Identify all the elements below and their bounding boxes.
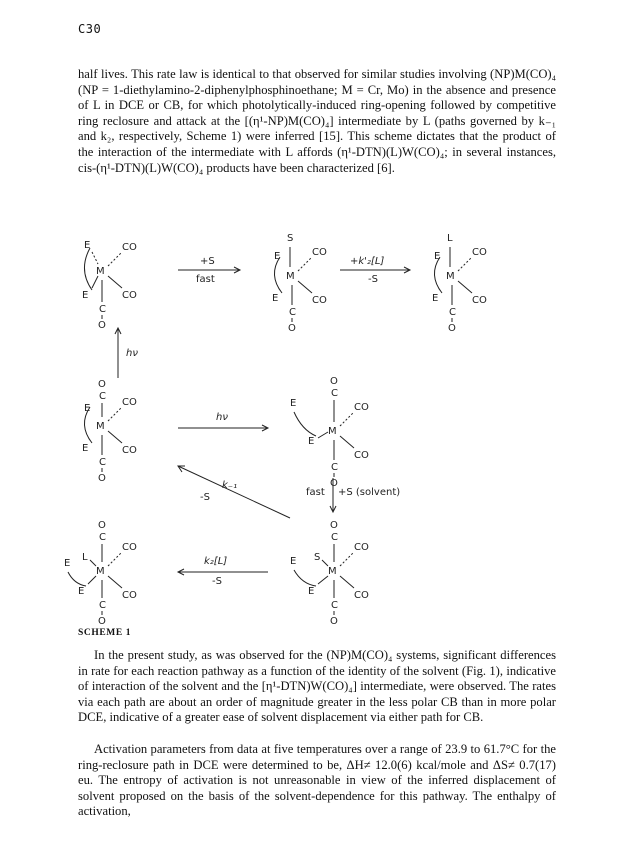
atom-e: E [290, 556, 297, 567]
ligand-co: CO [122, 542, 137, 553]
ligand-co: CO [472, 247, 487, 258]
atom-m: M [96, 266, 105, 277]
ligand-co: CO [122, 397, 137, 408]
atom-m: M [446, 271, 455, 282]
ligand-co: CO [122, 590, 137, 601]
scheme-caption: SCHEME 1 [78, 628, 132, 638]
atom-m: M [328, 426, 337, 437]
atom-c: C [99, 600, 106, 611]
arrow-label: -S [212, 576, 222, 587]
arrow-label: +S [200, 256, 215, 267]
page-number: C30 [78, 22, 102, 36]
arrow-fast-solvent [306, 478, 400, 512]
arrow-hv-mid [178, 412, 268, 431]
atom-o: O [330, 478, 338, 489]
paragraph-intro: half lives. This rate law is identical to that observed for similar studies involving (NP)M(CO)₄ (NP = 1-diethylamino-2-diphenylphosphinoethane; M = Cr, Mo) in the absence and presence of L in DCE or CB, for which photolytically-induced ring-opening followed by competitive ring reclosure and attack at the [(η¹-NP)M(CO)₄] intermediate by L (paths governed by k₋₁ and k₂, respectively, Scheme 1) were inferred [15]. This scheme dictates that the product of the interaction of the intermediate with L affords (η¹-DTN)(L)W(CO)₄; in several instances, cis-(η¹-DTN)(L)W(CO)₄ products have been characterized [6]. [78, 67, 556, 175]
atom-o: O [330, 520, 338, 531]
arrow-label: +k'₂[L] [350, 256, 385, 267]
complex-ligand-bottom-left [64, 520, 137, 627]
atom-c: C [99, 391, 106, 402]
atom-e: E [78, 586, 85, 597]
arrow-hv-up [115, 328, 138, 378]
atom-s: S [314, 552, 321, 563]
ligand-co: CO [312, 295, 327, 306]
ligand-co: CO [354, 542, 369, 553]
ligand-co: CO [312, 247, 327, 258]
atom-c: C [331, 388, 338, 399]
atom-c: C [331, 532, 338, 543]
arrow-k2-ligand [178, 556, 268, 587]
atom-m: M [286, 271, 295, 282]
atom-o: O [288, 323, 296, 334]
ligand-co: CO [122, 290, 137, 301]
ligand-co: CO [354, 402, 369, 413]
atom-c: C [99, 304, 106, 315]
paragraph-results: In the present study, as was observed for the (NP)M(CO)₄ systems, significant differences in rate for each reaction pathway as a function of the identity of the solvent (Fig. 1), indicative of interaction of the solvent and the [η¹-DTN)W(CO)₄] intermediate, were observed. The rates via each path are about an order of magnitude greater in the less polar CB than in more polar DCE, indicative of a greater ease of solvent displacement via either path for CB. [78, 648, 556, 725]
arrow-label: -S [368, 274, 378, 285]
complex-chelate-top-left [82, 240, 137, 331]
complex-ring-opened-middle-right [290, 376, 369, 489]
atom-m: M [328, 566, 337, 577]
arrow-label: k₂[L] [204, 556, 228, 567]
atom-e: E [82, 290, 89, 301]
arrow-label: -S [200, 492, 210, 503]
atom-l: L [447, 233, 453, 244]
atom-c: C [331, 462, 338, 473]
atom-c: C [289, 307, 296, 318]
arrow-label: hν [126, 348, 138, 359]
atom-o: O [98, 379, 106, 390]
atom-e: E [274, 251, 281, 262]
complex-solvent-top-middle [272, 233, 327, 334]
atom-o: O [330, 616, 338, 627]
atom-o: O [330, 376, 338, 387]
atom-m: M [96, 566, 105, 577]
atom-l: L [82, 552, 88, 563]
atom-e: E [290, 398, 297, 409]
atom-o: O [98, 473, 106, 484]
atom-e: E [272, 293, 279, 304]
atom-e: E [82, 443, 89, 454]
ligand-co: CO [122, 445, 137, 456]
atom-c: C [449, 307, 456, 318]
atom-m: M [96, 421, 105, 432]
atom-e: E [308, 436, 315, 447]
arrow-label: fast [306, 487, 325, 498]
arrow-fast-s [178, 256, 240, 285]
ligand-co: CO [122, 242, 137, 253]
atom-e: E [432, 293, 439, 304]
atom-c: C [99, 532, 106, 543]
complex-solvent-bottom-right [290, 520, 369, 627]
arrow-k2prime [340, 256, 410, 285]
arrow-label: +S (solvent) [338, 487, 401, 498]
atom-e: E [84, 403, 91, 414]
complex-ligand-top-right [432, 233, 487, 334]
atom-e: E [64, 558, 71, 569]
atom-o: O [448, 323, 456, 334]
atom-e: E [84, 240, 91, 251]
arrow-k-minus-1 [178, 466, 290, 518]
arrow-label: hν [216, 412, 228, 423]
atom-o: O [98, 320, 106, 331]
atom-o: O [98, 520, 106, 531]
atom-c: C [331, 600, 338, 611]
arrow-label: fast [196, 274, 215, 285]
ligand-co: CO [354, 450, 369, 461]
atom-e: E [308, 586, 315, 597]
complex-chelate-middle-left [82, 379, 137, 484]
paragraph-activation: Activation parameters from data at five temperatures over a range of 23.9 to 61.7°C for the ring-reclosure path in DCE were determined to be, ΔH≠ 12.0(6) kcal/mole and ΔS≠ 0.7(17) eu. The entropy of activation is not unreasonable in view of the inferred displacement of solvent proposed on the basis of the solvent-dependence for this pathway. The enthalpy of activation, [78, 742, 556, 819]
atom-o: O [98, 616, 106, 627]
atom-c: C [99, 457, 106, 468]
atom-e: E [434, 251, 441, 262]
ligand-co: CO [354, 590, 369, 601]
arrow-label: k₋₁ [222, 480, 238, 491]
ligand-co: CO [472, 295, 487, 306]
atom-s: S [287, 233, 294, 244]
